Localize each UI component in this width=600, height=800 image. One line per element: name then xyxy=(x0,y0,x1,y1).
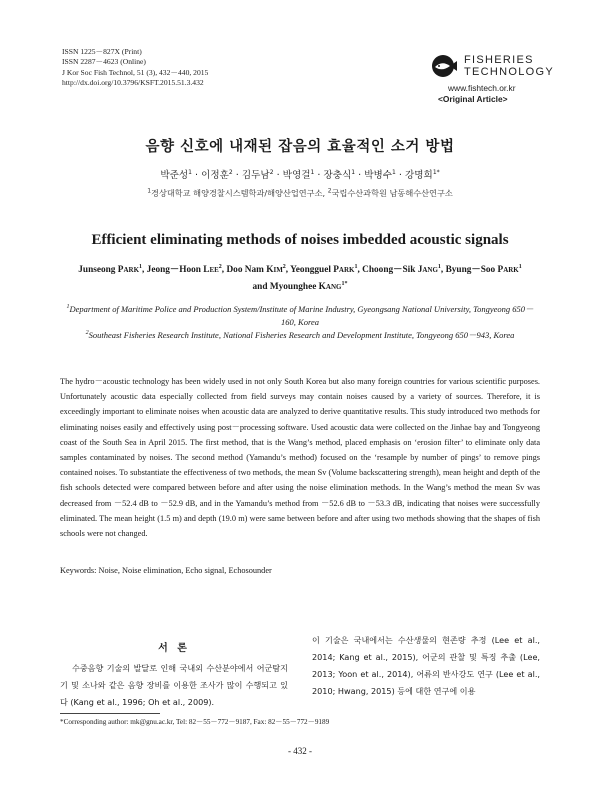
korean-affiliations: $^1$경상대학교 해양경찰시스템학과/해양산업연구소, $^2$국립수산과학원 남동해수산연구소 xyxy=(147,187,453,198)
author-3: Doo Nam Kim$^2$ xyxy=(226,263,286,275)
citation: J Kor Soc Fish Technol, 51 (3), 432－440, 2015 xyxy=(62,67,209,77)
body-right-column: 이 기술은 국내에서는 수산생물의 현존량 추정 (Lee et al., 2014; Kang et al., 2015), 어군의 관찰 및 특징 추출 (Lee, 2013; Yoon et al., 2014), 어류의 반사강도 연구 (Lee et al., 2010; Hwang, 2015) 등에 대한 연구에 이용 xyxy=(312,635,540,696)
issn-online: ISSN 2287－4623 (Online) xyxy=(62,57,146,67)
journal-meta xyxy=(62,47,208,89)
section-title-introduction: 서 론 xyxy=(158,643,190,654)
page-number: - 432 - xyxy=(288,746,312,756)
keywords: Keywords: Noise, Noise elimination, Echo signal, Echosounder xyxy=(60,566,272,575)
abstract: The hydro－acoustic technology has been widely used in not only South Korea but also many foreign countries for various scientific purposes. Unfortunately acoustic data especially collected from field surveys may contain noises caused by a variety of sources. Therefore, it is exceedingly important to eliminate noises when acoustic data are analyzed to derive quantitative results. This study introduced two methods for eliminating noises easily and effectively using post－processing software. Used acoustic data were collected on the Jinhae bay and Tongyeong coast of the South Sea in April 2015. The first method, that is the Wang’s method, placed emphasis on ‘erosion filter’ to eliminate only data samples contaminated by noises. The second method (Yamandu’s method) focused on the ‘resample by number of pings’ to remove pings contained noises. To substantiate the effectiveness of two methods, the mean Sv (Volume backscattering strength), mean height and depth of the fish schools detected were compared between before and after using the noise elimination methods. In the Wang’s method the mean Sv was decreased from －52.4 dB to －52.9 dB, and in the Yamandu’s method from －52.6 dB to －53.3 dB, indicating that noises were successfully eliminated. The mean height (1.5 m) and depth (19.0 m) were same between before and after using two methods showing that the shapes of fish schools were not changed. xyxy=(60,377,540,539)
author-5: Choong－Sik Jang$^1$ xyxy=(362,263,441,275)
author-2: Jeong－Hoon Lee$^2$ xyxy=(146,263,222,275)
body-paragraph: 수중음향 기술의 발달로 인해 국내외 수산분야에서 어군탐지기 및 소나와 같은 음향 장비를 이용한 조사가 많이 수행되고 있다 (Kang et al., 1996; Oh et al., 2009). xyxy=(60,663,288,707)
journal-url[interactable]: www.fishtech.or.kr xyxy=(448,83,516,93)
corresponding-author-footnote: *Corresponding author: mk@gnu.ac.kr, Tel: 82－55－772－9187, Fax: 82－55－772－9189 xyxy=(60,718,330,726)
body-left-column xyxy=(60,640,288,711)
english-affiliations xyxy=(60,303,540,342)
journal-logo xyxy=(430,52,555,112)
footnote-rule xyxy=(60,713,160,714)
affiliation-2: $^2$Southeast Fisheries Research Institute, National Fisheries Research and Development Institute, Tongyeong 650－943, Korea xyxy=(85,330,515,340)
affiliation-1: $^1$Department of Maritime Police and Production System/Institute of Marine Industry, Gyeongsang National University, Tongyeong 650－160, Korea xyxy=(66,304,534,327)
author-7: and Myounghee Kang$^{1*}$ xyxy=(252,280,348,292)
english-title: Efficient eliminating methods of noises imbedded acoustic signals xyxy=(91,232,509,248)
issn-print: ISSN 1225－827X (Print) xyxy=(62,47,142,56)
doi-link[interactable]: http://dx.doi.org/10.3796/KSFT.2015.51.3.432 xyxy=(62,78,204,88)
fish-logo-icon xyxy=(430,54,460,78)
korean-title: 음향 신호에 내재된 잡음의 효율적인 소거 방법 xyxy=(145,139,455,155)
article-type: <Original Article> xyxy=(438,94,508,104)
english-authors: Junseong Park$^1$, Jeong－Hoon Lee$^2$, Doo Nam Kim$^2$, Yeongguel Park$^1$, Choong－Sik Jang$^1$, Byung－Soo Park$^1$ and Myounghee Kang$^{1*}$ xyxy=(78,263,522,292)
logo-wordmark: FISHERIES TECHNOLOGY xyxy=(464,54,555,78)
author-6: Byung－Soo Park$^1$ xyxy=(445,263,522,275)
author-4: Yeongguel Park$^1$ xyxy=(290,263,358,275)
korean-authors: 박준성$^1$ · 이정훈$^2$ · 김두남$^2$ · 박영걸$^1$ · 장충식$^1$ · 박병수$^1$ · 강명희$^{1*}$ xyxy=(160,168,440,181)
author-1: Junseong Park$^1$ xyxy=(78,263,143,275)
